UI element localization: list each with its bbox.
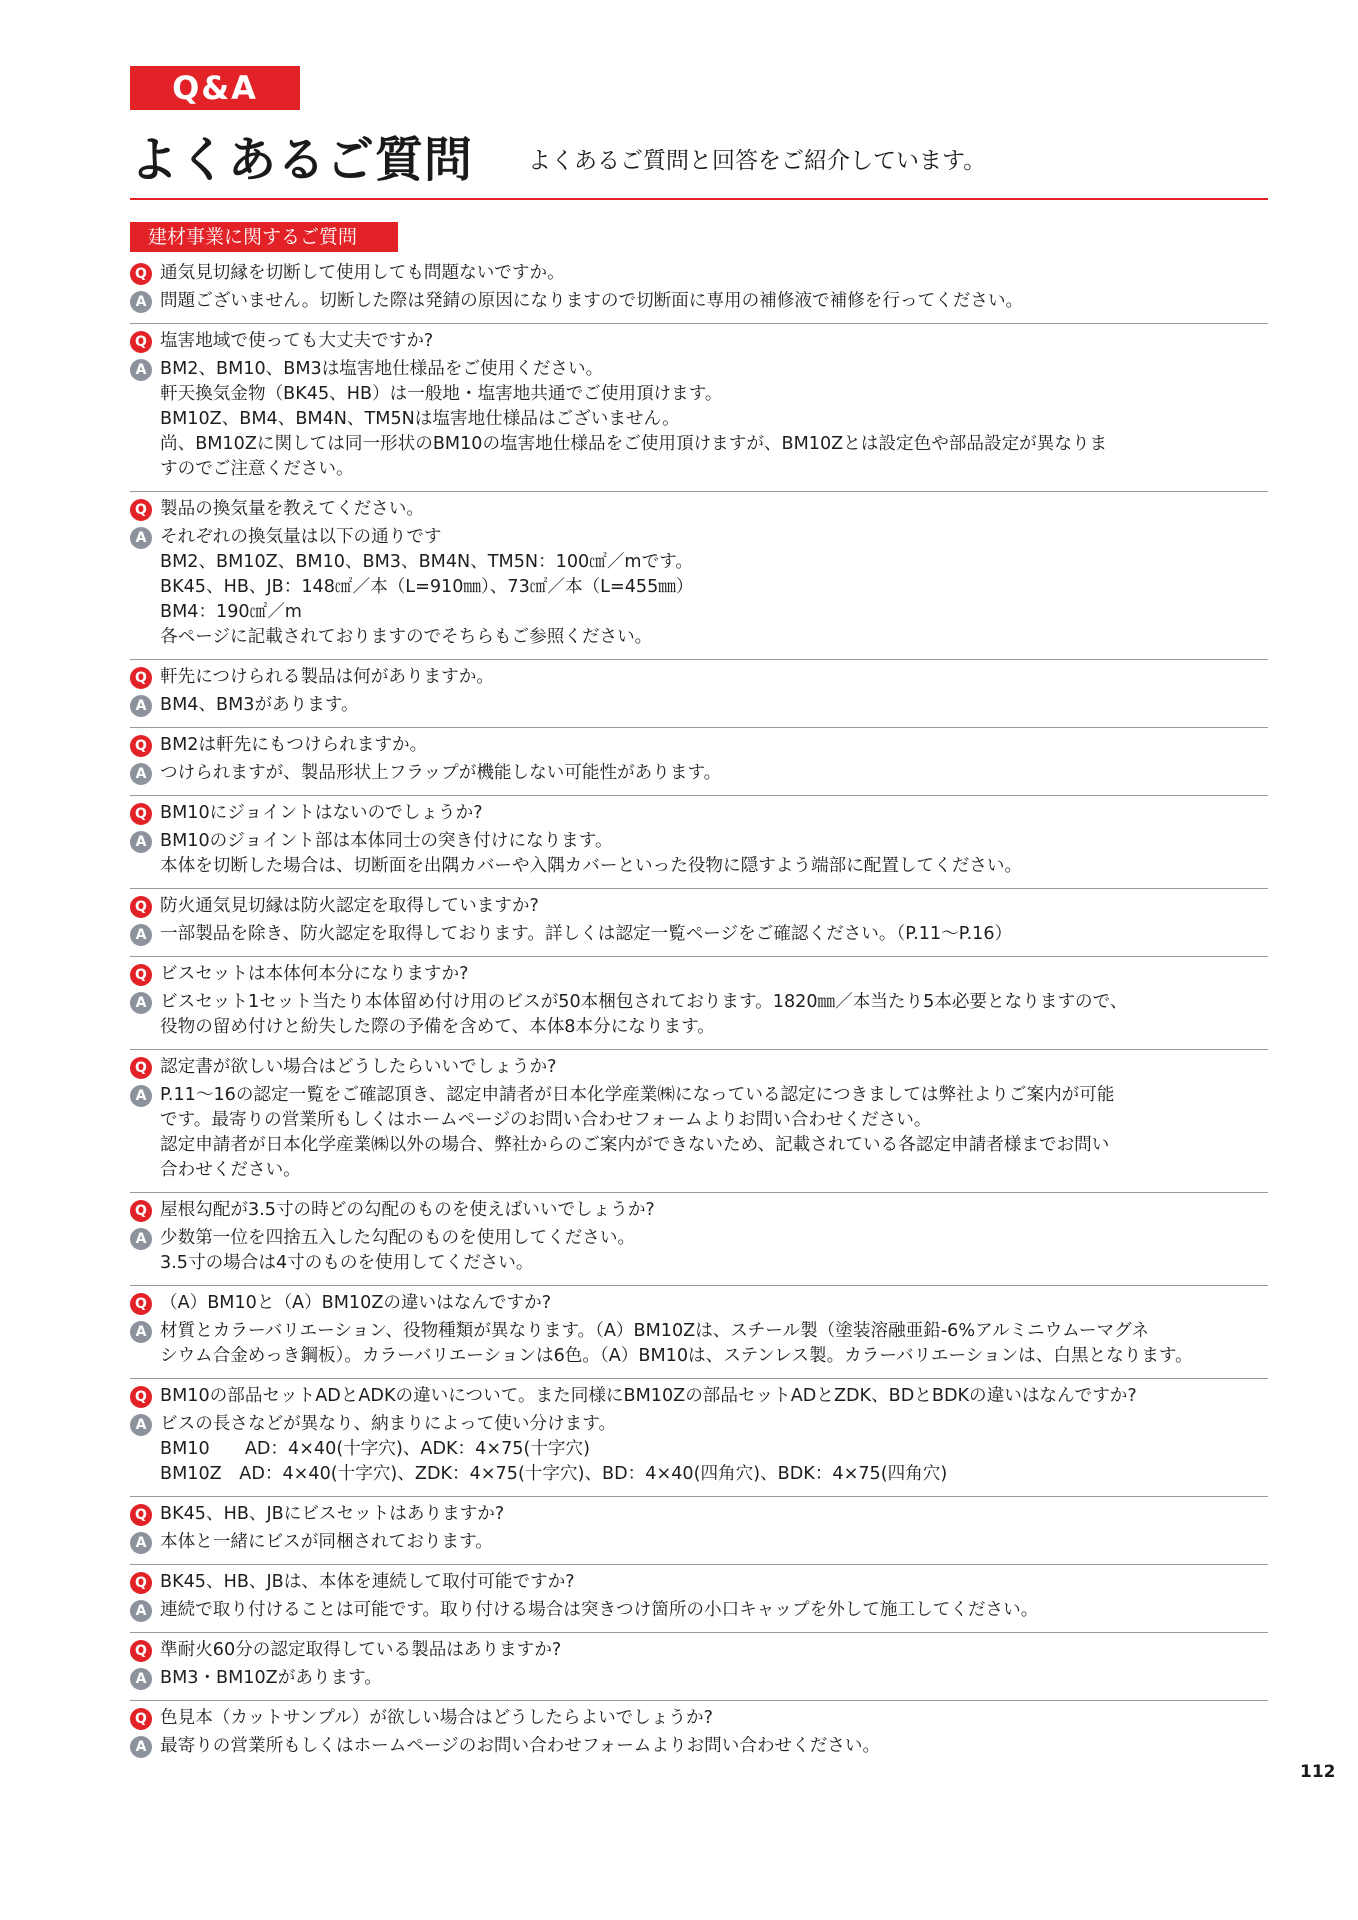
answer-line: 各ページに記載されておりますのでそちらもご参照ください。: [160, 627, 653, 647]
qa-item: [130, 957, 1268, 1050]
question-text: （A）BM10と（A）BM10Zの違いはなんですか?: [160, 1293, 552, 1313]
answer-line: 最寄りの営業所もしくはホームページのお問い合わせフォームよりお問い合わせください。: [160, 1736, 881, 1756]
answer-mark-icon: A: [130, 1532, 152, 1554]
qa-item: [130, 796, 1268, 889]
question-mark-icon: Q: [130, 1293, 152, 1315]
question-mark-icon: Q: [130, 1572, 152, 1594]
answer-mark-icon: A: [130, 924, 152, 946]
answer-line: 認定申請者が日本化学産業㈱以外の場合、弊社からのご案内ができないため、記載されている各認定申請者様までお問い: [160, 1135, 1110, 1155]
question-text: BM10の部品セットADとADKの違いについて。また同様にBM10Zの部品セットADとZDK、BDとBDKの違いはなんですか?: [160, 1386, 1137, 1406]
answer-line: BM10 AD：4×40(十字穴)、ADK：4×75(十字穴): [160, 1439, 590, 1459]
qa-item: [130, 256, 1268, 324]
answer-line: 合わせください。: [160, 1160, 301, 1180]
answer-row: [130, 1666, 1268, 1691]
question-mark-icon: Q: [130, 1200, 152, 1222]
answer-line: 一部製品を除き、防火認定を取得しております。詳しくは認定一覧ページをご確認ください。（P.11～P.16）: [160, 924, 1013, 944]
answer-mark-icon: A: [130, 695, 152, 717]
question-row: [130, 1055, 1268, 1080]
question-text: 色見本（カットサンプル）が欲しい場合はどうしたらよいでしょうか?: [160, 1708, 713, 1728]
answer-line: BM4：190㎠／m: [160, 602, 302, 622]
answer-mark-icon: A: [130, 763, 152, 785]
question-text: 軒先につけられる製品は何がありますか。: [160, 667, 494, 687]
answer-mark-icon: A: [130, 291, 152, 313]
answer-row: [130, 1319, 1268, 1369]
answer-line: ビスセット1セット当たり本体留め付け用のビスが50本梱包されております。1820㎜／本当たり5本必要となりますので、: [160, 992, 1128, 1012]
answer-line: それぞれの換気量は以下の通りです: [160, 527, 442, 547]
answer-text: [160, 289, 1023, 314]
question-mark-icon: Q: [130, 1386, 152, 1408]
question-text: 準耐火60分の認定取得している製品はありますか?: [160, 1640, 562, 1660]
title-divider: [130, 198, 1268, 200]
answer-mark-icon: A: [130, 992, 152, 1014]
answer-text: [160, 357, 1107, 482]
page-subtitle: よくあるご質問と回答をご紹介しています。: [528, 148, 987, 174]
question-row: [130, 261, 1268, 286]
answer-row: [130, 922, 1268, 947]
qa-item: [130, 1565, 1268, 1633]
answer-text: [160, 1666, 382, 1691]
qa-list: [130, 256, 1268, 1768]
answer-line: BM10Z AD：4×40(十字穴)、ZDK：4×75(十字穴)、BD：4×40(四角穴)、BDK：4×75(四角穴): [160, 1464, 948, 1484]
answer-line: 連続で取り付けることは可能です。取り付ける場合は突きつけ箇所の小口キャップを外して施工してください。: [160, 1600, 1039, 1620]
answer-mark-icon: A: [130, 1085, 152, 1107]
question-row: [130, 1570, 1268, 1595]
answer-mark-icon: A: [130, 359, 152, 381]
qa-item: [130, 324, 1268, 492]
answer-line: 本体と一緒にビスが同梱されております。: [160, 1532, 493, 1552]
answer-text: [160, 525, 693, 650]
answer-row: [130, 761, 1268, 786]
question-text: 製品の換気量を教えてください。: [160, 499, 424, 519]
question-mark-icon: Q: [130, 1057, 152, 1079]
answer-line: 材質とカラーバリエーション、役物種類が異なります。（A）BM10Zは、スチール製（塗装溶融亜鉛-6%アルミニウムーマグネ: [160, 1321, 1150, 1341]
qa-badge: Q&A: [130, 66, 300, 110]
qa-item: [130, 1497, 1268, 1565]
question-text: 認定書が欲しい場合はどうしたらいいでしょうか?: [160, 1057, 557, 1077]
answer-text: [160, 1412, 947, 1487]
answer-row: [130, 1412, 1268, 1487]
section-tag: 建材事業に関するご質問: [130, 222, 398, 252]
question-mark-icon: Q: [130, 499, 152, 521]
answer-line: 少数第一位を四捨五入した勾配のものを使用してください。: [160, 1228, 636, 1248]
answer-mark-icon: A: [130, 1321, 152, 1343]
answer-text: [160, 1083, 1114, 1183]
answer-line: BM4、BM3があります。: [160, 695, 359, 715]
question-mark-icon: Q: [130, 803, 152, 825]
question-row: [130, 962, 1268, 987]
answer-text: [160, 761, 721, 786]
page-number: 112: [1300, 1762, 1336, 1782]
answer-line: 本体を切断した場合は、切断面を出隅カバーや入隅カバーといった役物に隠すよう端部に配置してください。: [160, 856, 1023, 876]
question-row: [130, 497, 1268, 522]
question-text: 屋根勾配が3.5寸の時どの勾配のものを使えばいいでしょうか?: [160, 1200, 655, 1220]
answer-line: BM2、BM10、BM3は塩害地仕様品をご使用ください。: [160, 359, 604, 379]
answer-line: 役物の留め付けと紛失した際の予備を含めて、本体8本分になります。: [160, 1017, 715, 1037]
answer-mark-icon: A: [130, 1600, 152, 1622]
answer-line: BM10Z、BM4、BM4N、TM5Nは塩害地仕様品はございません。: [160, 409, 680, 429]
qa-item: [130, 1379, 1268, 1497]
answer-text: [160, 922, 1012, 947]
question-row: [130, 1706, 1268, 1731]
question-mark-icon: Q: [130, 331, 152, 353]
question-row: [130, 329, 1268, 354]
answer-text: [160, 1226, 635, 1276]
answer-text: [160, 1530, 493, 1555]
answer-row: [130, 357, 1268, 482]
answer-text: [160, 693, 359, 718]
question-mark-icon: Q: [130, 667, 152, 689]
answer-row: [130, 525, 1268, 650]
answer-mark-icon: A: [130, 1228, 152, 1250]
answer-text: [160, 1734, 880, 1759]
answer-row: [130, 1226, 1268, 1276]
question-row: [130, 1198, 1268, 1223]
question-row: [130, 1384, 1268, 1409]
answer-line: です。最寄りの営業所もしくはホームページのお問い合わせフォームよりお問い合わせください。: [160, 1110, 932, 1130]
answer-line: シウム合金めっき鋼板）。カラーバリエーションは6色。（A）BM10は、ステンレス製。カラーバリエーションは、白黒となります。: [160, 1346, 1193, 1366]
answer-line: 3.5寸の場合は4寸のものを使用してください。: [160, 1253, 534, 1273]
question-row: [130, 733, 1268, 758]
question-mark-icon: Q: [130, 964, 152, 986]
question-row: [130, 1638, 1268, 1663]
qa-item: [130, 1633, 1268, 1701]
answer-row: [130, 990, 1268, 1040]
question-mark-icon: Q: [130, 1708, 152, 1730]
answer-mark-icon: A: [130, 831, 152, 853]
answer-line: つけられますが、製品形状上フラップが機能しない可能性があります。: [160, 763, 722, 783]
answer-mark-icon: A: [130, 1736, 152, 1758]
answer-row: [130, 1734, 1268, 1759]
answer-line: すのでご注意ください。: [160, 459, 354, 479]
qa-item: [130, 1193, 1268, 1286]
qa-item: [130, 492, 1268, 660]
question-text: 防火通気見切縁は防火認定を取得していますか?: [160, 896, 539, 916]
qa-item: [130, 889, 1268, 957]
answer-line: BM2、BM10Z、BM10、BM3、BM4N、TM5N：100㎠／mです。: [160, 552, 693, 572]
question-text: BM10にジョイントはないのでしょうか?: [160, 803, 483, 823]
answer-line: 問題ございません。切断した際は発錆の原因になりますので切断面に専用の補修液で補修を行ってください。: [160, 291, 1024, 311]
answer-line: 尚、BM10Zに関しては同一形状のBM10の塩害地仕様品をご使用頂けますが、BM10Zとは設定色や部品設定が異なりま: [160, 434, 1108, 454]
answer-text: [160, 1319, 1193, 1369]
question-row: [130, 801, 1268, 826]
question-row: [130, 665, 1268, 690]
question-mark-icon: Q: [130, 896, 152, 918]
answer-line: BM3・BM10Zがあります。: [160, 1668, 382, 1688]
answer-line: ビスの長さなどが異なり、納まりによって使い分けます。: [160, 1414, 617, 1434]
answer-mark-icon: A: [130, 527, 152, 549]
answer-line: P.11～16の認定一覧をご確認頂き、認定申請者が日本化学産業㈱になっている認定につきましては弊社よりご案内が可能: [160, 1085, 1115, 1105]
answer-row: [130, 1083, 1268, 1183]
answer-row: [130, 289, 1268, 314]
question-mark-icon: Q: [130, 1640, 152, 1662]
qa-item: [130, 660, 1268, 728]
qa-item: [130, 728, 1268, 796]
question-row: [130, 1502, 1268, 1527]
question-text: BK45、HB、JBにビスセットはありますか?: [160, 1504, 505, 1524]
question-row: [130, 894, 1268, 919]
answer-text: [160, 990, 1127, 1040]
question-text: BM2は軒先にもつけられますか。: [160, 735, 428, 755]
question-mark-icon: Q: [130, 263, 152, 285]
question-text: 通気見切縁を切断して使用しても問題ないですか。: [160, 263, 565, 283]
question-mark-icon: Q: [130, 735, 152, 757]
qa-item: [130, 1050, 1268, 1193]
answer-text: [160, 1598, 1038, 1623]
answer-row: [130, 829, 1268, 879]
qa-item: [130, 1286, 1268, 1379]
question-mark-icon: Q: [130, 1504, 152, 1526]
answer-text: [160, 829, 1022, 879]
answer-line: BK45、HB、JB：148㎠／本（L=910㎜）、73㎠／本（L=455㎜）: [160, 577, 694, 597]
answer-mark-icon: A: [130, 1414, 152, 1436]
question-text: 塩害地域で使っても大丈夫ですか?: [160, 331, 434, 351]
page-title: よくあるご質問: [130, 132, 474, 188]
question-text: BK45、HB、JBは、本体を連続して取付可能ですか?: [160, 1572, 575, 1592]
question-text: ビスセットは本体何本分になりますか?: [160, 964, 469, 984]
answer-line: 軒天換気金物（BK45、HB）は一般地・塩害地共通でご使用頂けます。: [160, 384, 723, 404]
answer-mark-icon: A: [130, 1668, 152, 1690]
answer-row: [130, 693, 1268, 718]
answer-row: [130, 1530, 1268, 1555]
answer-line: BM10のジョイント部は本体同士の突き付けになります。: [160, 831, 613, 851]
question-row: [130, 1291, 1268, 1316]
qa-item: [130, 1701, 1268, 1768]
answer-row: [130, 1598, 1268, 1623]
